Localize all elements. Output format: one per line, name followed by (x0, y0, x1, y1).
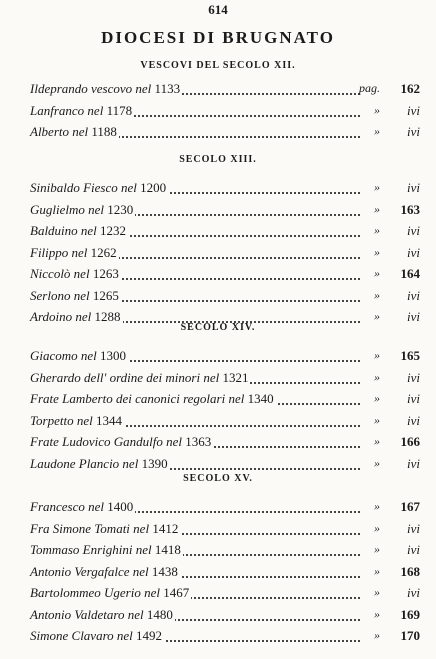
list-item (30, 542, 420, 562)
list-item (30, 391, 420, 411)
bishop-name (30, 499, 135, 515)
list-item (30, 103, 420, 123)
page-title: DIOCESI DI BRUGNATO (101, 28, 335, 47)
page-ref-marker: » (374, 563, 380, 578)
page-reference: ivi (407, 585, 420, 600)
bishop-name (30, 266, 121, 282)
section-heading: VESCOVI DEL SECOLO XII. (140, 60, 296, 71)
bishop-year: 1438 (151, 563, 178, 579)
page-reference: 166 (400, 434, 420, 449)
page-number: 614 (208, 2, 228, 17)
bishop-name (30, 521, 180, 537)
page-ref-marker: » (374, 434, 380, 448)
page-reference: ivi (407, 244, 420, 260)
list-item (30, 585, 420, 605)
bishop-name-text: Ardoino nel (30, 309, 95, 324)
bishop-year: 1265 (92, 287, 119, 303)
page-ref-marker: » (374, 455, 380, 470)
page-ref-marker: pag. (359, 81, 380, 95)
bishop-year: 1363 (185, 434, 212, 449)
page-ref-marker: » (374, 201, 380, 216)
page-ref-marker: » (374, 369, 380, 384)
page-reference: ivi (407, 180, 420, 195)
bishop-year: 1188 (91, 124, 117, 139)
bishop-year: 1263 (92, 266, 119, 281)
page-reference: ivi (407, 542, 420, 557)
page-ref-marker: » (374, 348, 380, 362)
bishop-year: 1321 (222, 369, 249, 385)
bishop-year: 1340 (247, 391, 274, 406)
bishop-name-text: Frate Ludovico Gandulfo nel (30, 434, 186, 449)
bishop-name (30, 124, 119, 140)
page-ref-marker: » (374, 180, 380, 194)
bishop-name (30, 348, 128, 364)
bishop-name (30, 542, 183, 558)
page-reference: ivi (407, 287, 420, 303)
bishop-name (30, 81, 182, 97)
bishop-name-text: Simone Clavaro nel (30, 628, 137, 643)
page-ref-marker: » (374, 124, 380, 138)
section-heading: SECOLO XIV. (180, 322, 256, 333)
list-item (30, 288, 420, 308)
bishop-year: 1200 (140, 180, 167, 195)
page-ref-marker: » (374, 244, 380, 259)
bishop-name (30, 607, 175, 623)
page-reference: 169 (400, 606, 420, 622)
page-ref-marker: » (374, 102, 380, 117)
bishop-name-text: Antonio Valdetaro nel (30, 606, 147, 622)
bishop-name-text: Balduino nel (30, 223, 101, 238)
bishop-year: 1300 (100, 348, 127, 363)
page-reference: 163 (400, 201, 420, 217)
list-item (30, 564, 420, 584)
bishop-name-text: Alberto nel (30, 124, 92, 139)
list-item (30, 81, 420, 101)
section-heading: SECOLO XV. (183, 473, 253, 484)
bishop-name-text: Lanfranco nel (30, 102, 107, 118)
bishop-name-text: Giacomo nel (30, 348, 101, 363)
page-reference: ivi (407, 309, 420, 324)
bishop-year: 1412 (152, 520, 179, 536)
bishop-year: 1400 (107, 499, 134, 514)
bishop-name-text: Ildeprando vescovo nel (30, 81, 155, 96)
bishop-year: 1418 (154, 542, 181, 557)
bishop-name (30, 456, 170, 472)
page-reference: ivi (407, 391, 420, 406)
page-reference: ivi (407, 124, 420, 139)
bishop-year: 1230 (107, 201, 134, 217)
bishop-year: 1232 (100, 223, 127, 238)
page-reference: ivi (407, 223, 420, 238)
page-ref-marker: » (374, 585, 380, 599)
page-reference: 168 (400, 563, 420, 579)
page-reference: ivi (407, 369, 420, 385)
page-reference: ivi (407, 455, 420, 471)
bishop-name (30, 434, 213, 450)
bishop-name (30, 391, 276, 407)
bishop-name-text: Filippo nel (30, 244, 91, 260)
page-ref-marker: » (374, 223, 380, 237)
page-reference: 167 (400, 499, 420, 514)
bishop-name-text: Tommaso Enrighini nel (30, 542, 155, 557)
page-ref-marker: » (374, 606, 380, 621)
bishop-name (30, 180, 168, 196)
list-item (30, 223, 420, 243)
page-ref-marker: » (374, 520, 380, 535)
page-ref-marker: » (374, 266, 380, 280)
page-ref-marker: » (374, 309, 380, 323)
page-reference: ivi (407, 412, 420, 428)
page-reference: 162 (400, 81, 420, 96)
bishop-year: 1492 (136, 628, 163, 643)
bishop-name-text: Laudone Plancio nel (30, 455, 142, 471)
bishop-name (30, 585, 191, 601)
list-item (30, 202, 420, 222)
bishop-year: 1178 (106, 102, 133, 118)
bishop-name (30, 223, 128, 239)
page-reference: ivi (407, 520, 420, 536)
page-reference: 170 (400, 628, 420, 643)
page-reference: 165 (400, 348, 420, 363)
bishop-year: 1344 (95, 412, 122, 428)
list-item (30, 124, 420, 144)
list-item (30, 245, 420, 265)
bishop-name-text: Fra Simone Tomati nel (30, 520, 153, 536)
bishop-year: 1133 (154, 81, 181, 96)
page-ref-marker: » (374, 412, 380, 427)
bishop-name-text: Antonio Vergafalce nel (30, 563, 152, 579)
bishop-name-text: Sinibaldo Fiesco nel (30, 180, 141, 195)
bishop-year: 1390 (141, 455, 168, 471)
bishop-name (30, 202, 135, 218)
bishop-name-text: Torpetto nel (30, 412, 96, 428)
bishop-name-text: Niccolò nel (30, 266, 93, 281)
bishop-name (30, 370, 250, 386)
list-item (30, 180, 420, 200)
page-reference: 164 (400, 266, 420, 281)
bishop-name-text: Frate Lamberto dei canonici regolari nel (30, 391, 248, 406)
list-item (30, 434, 420, 454)
section-heading: SECOLO XIII. (179, 154, 257, 165)
page-ref-marker: » (374, 287, 380, 302)
page-ref-marker: » (374, 391, 380, 405)
bishop-name-text: Gherardo dell' ordine dei minori nel (30, 369, 223, 385)
bishop-name (30, 413, 124, 429)
bishop-name (30, 103, 134, 119)
page-ref-marker: » (374, 628, 380, 642)
bishop-name (30, 564, 180, 580)
bishop-name (30, 288, 121, 304)
list-item (30, 348, 420, 368)
bishop-year: 1467 (163, 585, 190, 600)
bishop-year: 1262 (90, 244, 117, 260)
bishop-name (30, 628, 164, 644)
bishop-year: 1288 (94, 309, 121, 324)
bishop-name-text: Bartolommeo Ugerio nel (30, 585, 164, 600)
bishop-name-text: Guglielmo nel (30, 201, 108, 217)
bishop-name-text: Francesco nel (30, 499, 108, 514)
page-ref-marker: » (374, 499, 380, 513)
page-reference: ivi (407, 102, 420, 118)
list-item (30, 499, 420, 519)
list-item (30, 266, 420, 286)
list-item (30, 607, 420, 627)
page-ref-marker: » (374, 542, 380, 556)
list-item (30, 628, 420, 648)
list-item (30, 370, 420, 390)
bishop-name (30, 245, 119, 261)
bishop-name-text: Serlono nel (30, 287, 93, 303)
bishop-year: 1480 (146, 606, 173, 622)
list-item (30, 521, 420, 541)
list-item (30, 413, 420, 433)
